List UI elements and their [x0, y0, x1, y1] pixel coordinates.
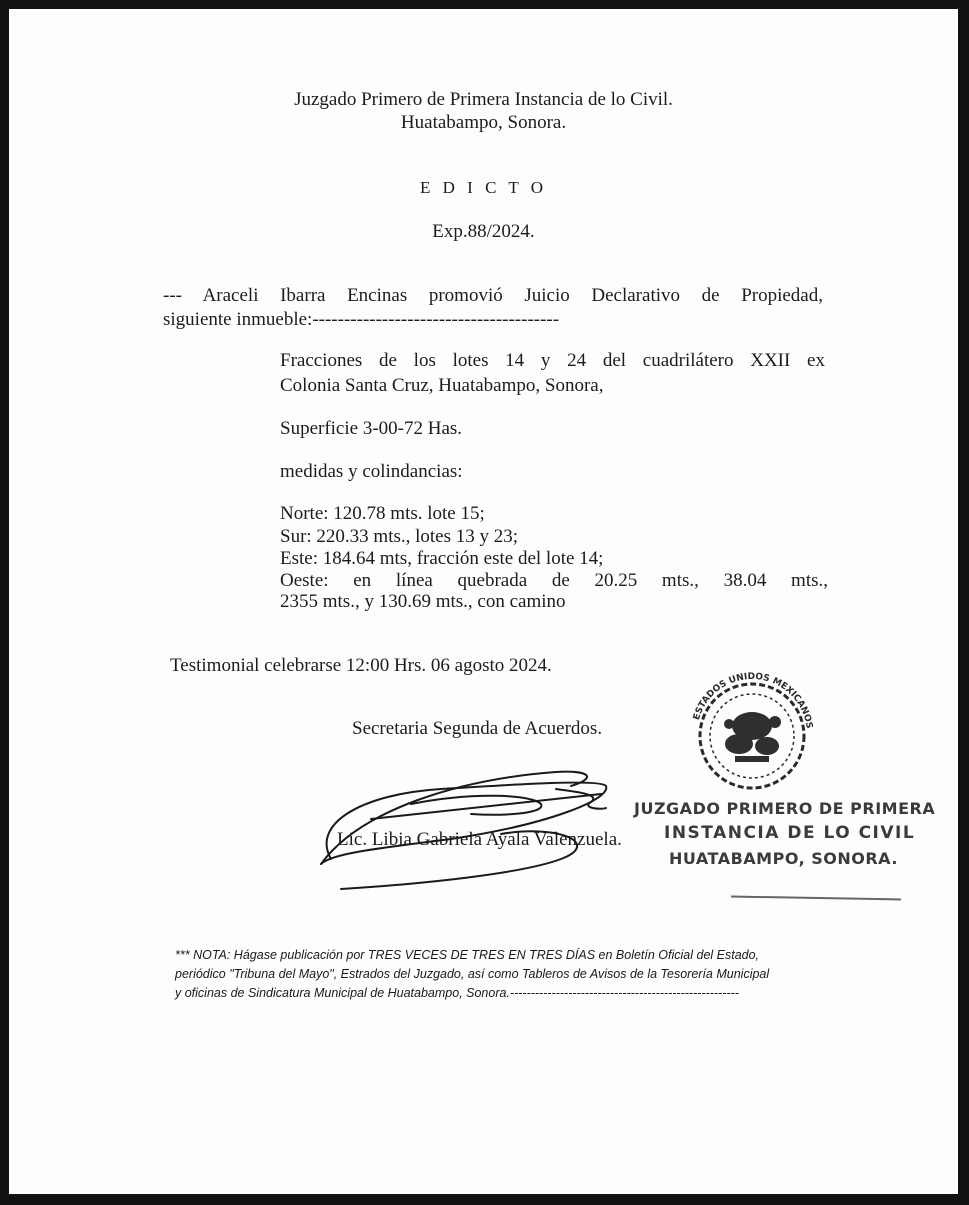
seal-text: ESTADOS UNIDOS MEXICANOS — [691, 671, 814, 730]
document-page — [9, 9, 958, 1194]
note-line-1: *** NOTA: Hágase publicación por TRES VECES DE TRES EN TRES DÍAS en Boletín Oficial del Estado, — [175, 948, 760, 962]
boundary-este: Este: 184.64 mts, fracción este del lote 14; — [280, 548, 604, 569]
document-title: E D I C T O — [420, 178, 547, 197]
official-seal-icon — [677, 664, 827, 799]
intro-line-2: siguiente inmueble:--------------------------------------- — [163, 309, 560, 330]
boundary-oeste-1: Oeste: en línea quebrada de 20.25 mts., 38.04 mts., — [280, 570, 828, 591]
note-line-3: y oficinas de Sindicatura Municipal de Huatabampo, Sonora.------------------------------------------------------- — [175, 986, 739, 1000]
stamp-line-3: HUATABAMPO, SONORA. — [669, 849, 898, 868]
measures-heading: medidas y colindancias: — [280, 461, 463, 482]
stamp-line-2: INSTANCIA DE LO CIVIL — [664, 823, 916, 843]
property-description-2: Colonia Santa Cruz, Huatabampo, Sonora, — [280, 375, 604, 396]
boundary-norte: Norte: 120.78 mts. lote 15; — [280, 503, 485, 524]
signer-role: Secretaria Segunda de Acuerdos. — [352, 718, 603, 739]
property-area: Superficie 3-00-72 Has. — [280, 418, 463, 439]
property-description-1: Fracciones de los lotes 14 y 24 del cuadrilátero XXII ex — [280, 350, 825, 371]
signer-name: Lic. Libia Gabriela Ayala Valenzuela. — [337, 829, 622, 850]
case-number: Exp.88/2024. — [432, 221, 535, 242]
intro-line-1: --- Araceli Ibarra Encinas promovió Juicio Declarativo de Propiedad, — [163, 285, 823, 306]
court-city: Huatabampo, Sonora. — [400, 112, 567, 133]
note-line-2: periódico "Tribuna del Mayo", Estrados del Juzgado, así como Tableros de Avisos de la Tesorería Municipal — [175, 967, 770, 981]
boundary-sur: Sur: 220.33 mts., lotes 13 y 23; — [280, 526, 519, 547]
hearing-date: Testimonial celebrarse 12:00 Hrs. 06 agosto 2024. — [170, 655, 552, 676]
stamp-line-1: JUZGADO PRIMERO DE PRIMERA — [634, 799, 936, 818]
stamp-underline — [731, 896, 901, 902]
court-name: Juzgado Primero de Primera Instancia de lo Civil. — [294, 89, 673, 110]
boundary-oeste-2: 2355 mts., y 130.69 mts., con camino — [280, 591, 566, 612]
